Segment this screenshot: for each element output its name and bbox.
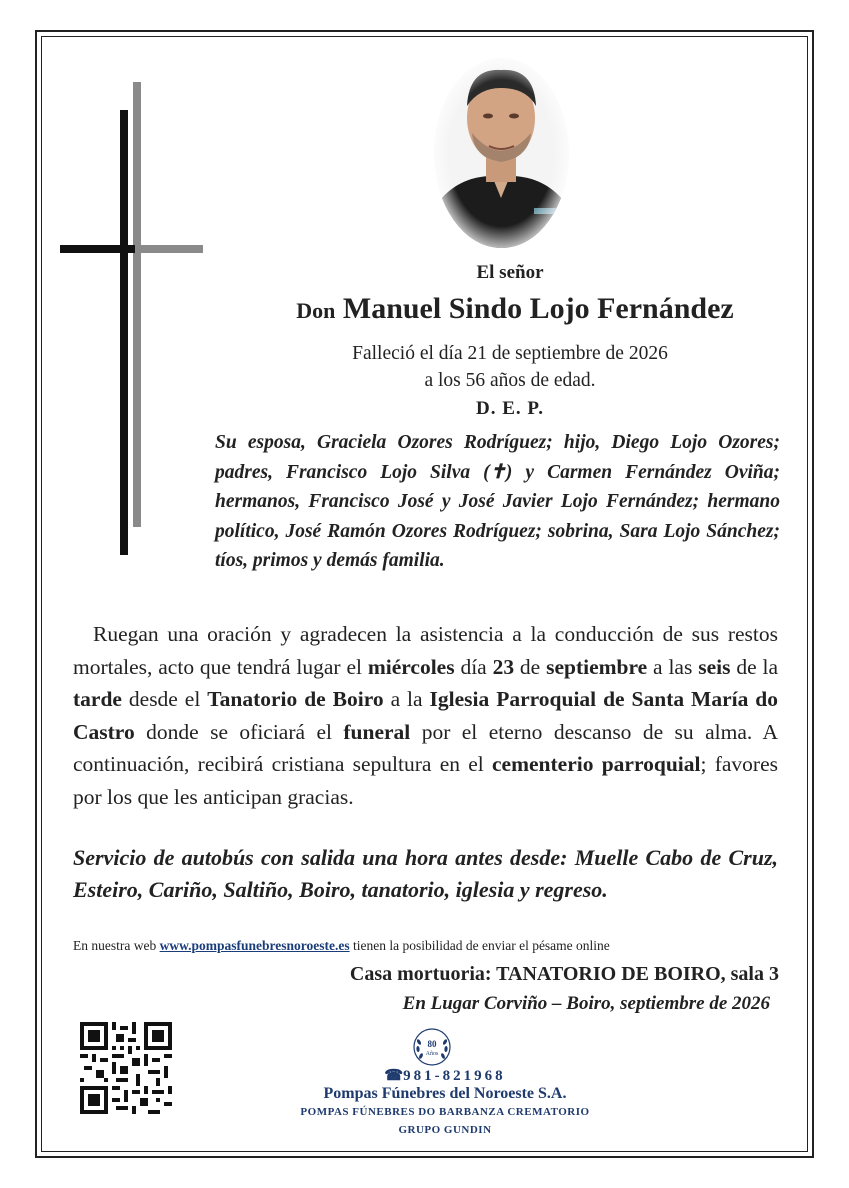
deceased-name: Manuel Sindo Lojo Fernández — [342, 292, 734, 325]
dep-line: D. E. P. — [475, 398, 544, 419]
body-bold: Iglesia Parroquial de Santa María do Castro — [73, 687, 779, 744]
death-age: a los 56 años de edad. — [424, 370, 596, 391]
web-prefix: En nuestra web — [73, 938, 160, 953]
body-bold: tarde — [73, 687, 122, 711]
badge-number: 80 — [427, 1039, 437, 1049]
bus-service-paragraph: Servicio de autobús con salida una hora antes desde: Muelle Cabo de Cruz, Esteiro, Cariño, Saltiño, Boiro, tanatorio, iglesia y regreso. — [73, 845, 778, 902]
body-text: de la — [730, 654, 778, 679]
body-bold: seis — [698, 654, 731, 679]
body-text: día — [454, 654, 493, 679]
body-text: ; favores por los que les anticipan gracias. — [73, 752, 778, 809]
grupo-line: GRUPO GUNDIN — [398, 1124, 492, 1136]
body-bold: 23 — [492, 654, 515, 679]
body-text: Ruegan una oración y agradecen la asistencia a la conducción de sus restos mortales, acto que tendrá lugar el — [73, 622, 778, 679]
ceremony-paragraph — [73, 618, 778, 813]
place-date: En Lugar Corviño – Boiro, septiembre de 2026 — [402, 993, 770, 1014]
funeral-home: Casa mortuoria: TANATORIO DE BOIRO, sala 3 — [349, 963, 779, 985]
cross-icon — [58, 82, 208, 562]
web-notice — [73, 938, 610, 954]
anniversary-badge-icon — [412, 1027, 452, 1067]
deceased-name-line — [215, 292, 815, 326]
death-details — [250, 340, 770, 394]
phone-icon: ☎ — [384, 1068, 404, 1084]
body-bold: septiembre — [546, 654, 648, 679]
body-bold: miércoles — [367, 654, 455, 679]
body-bold: Tanatorio de Boiro — [207, 687, 384, 711]
body-text: a la — [383, 687, 430, 711]
body-text: de — [514, 654, 547, 679]
badge-text: Años — [425, 1051, 439, 1057]
qr-code-icon[interactable] — [80, 1022, 172, 1114]
death-date: Falleció el día 21 de septiembre de 2026 — [352, 343, 668, 364]
crematorio-line: POMPAS FÚNEBRES DO BARBANZA CREMATORIO — [300, 1106, 590, 1118]
phone-line — [300, 1066, 590, 1085]
body-text: desde el — [121, 687, 208, 711]
web-suffix: tienen la posibilidad de enviar el pésame online — [349, 938, 610, 953]
phone-number: 981-821968 — [403, 1068, 506, 1084]
honorific-line: El señor — [476, 262, 544, 283]
body-bold: cementerio parroquial — [492, 752, 701, 776]
body-bold: funeral — [343, 719, 411, 744]
website-link[interactable]: www.pompasfunebresnoroeste.es — [159, 938, 350, 953]
portrait-photo — [434, 58, 569, 248]
name-prefix: Don — [296, 298, 336, 323]
body-text: por el eterno descanso de su alma. A continuación, recibirá cristiana sepultura en el — [73, 719, 778, 776]
body-text: donde se oficiará el — [134, 719, 344, 744]
body-text: a las — [647, 654, 699, 679]
company-name: Pompas Fúnebres del Noroeste S.A. — [323, 1085, 567, 1102]
family-paragraph: Su esposa, Graciela Ozores Rodríguez; hijo, Diego Lojo Ozores; padres, Francisco Lojo Silva (✝) y Carmen Fernández Oviña; hermanos, Francisco José y José Javier Lojo Fernández; hermano político, José Ramón Ozores Rodríguez; sobrina, Sara Lojo Sánchez; tíos, primos y demás familia. — [215, 432, 780, 571]
